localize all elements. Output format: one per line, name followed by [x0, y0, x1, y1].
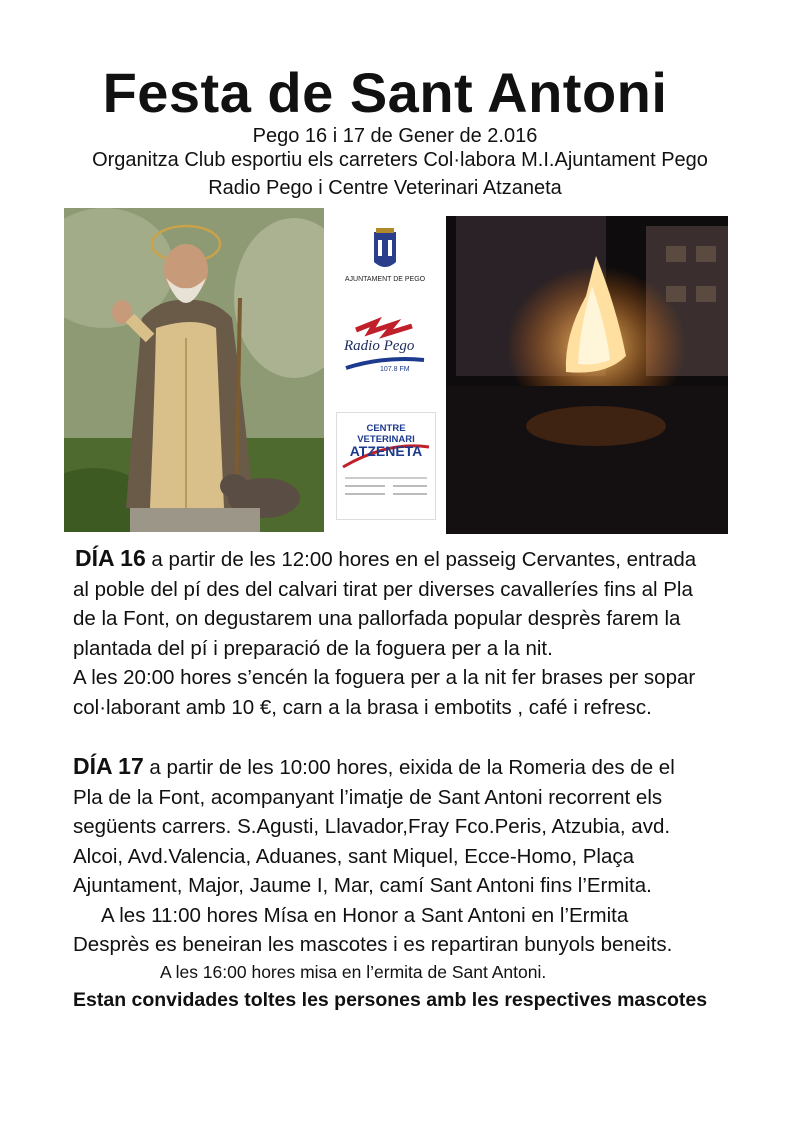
- day17-line-3: següents carrers. S.Agusti, Llavador,Fray Fco.Peris, Atzubia, avd.: [73, 815, 671, 838]
- day17-line-2: Pla de la Font, acompanyant l’imatje de Sant Antoni recorrent els: [73, 785, 663, 809]
- vet-small-print: [393, 493, 427, 495]
- date-line: Pego 16 i 17 de Gener de 2.016: [252, 125, 538, 147]
- day17-section: [73, 752, 763, 960]
- day16-line-2: al poble del pí des del calvari tirat per diverses cavalleríes fins al Pla: [73, 577, 693, 601]
- saint-statue-illustration: [64, 208, 324, 532]
- day17-label: DÍA 17: [73, 753, 144, 779]
- ajuntament-logo-text: AJUNTAMENT DE PEGO: [344, 276, 426, 283]
- day16-label: DÍA 16: [75, 545, 146, 571]
- day17-line-7: Desprès es beneiran les mascotes i es repartiran bunyols beneits.: [73, 933, 673, 956]
- ajuntament-logo: [336, 226, 434, 288]
- day17-line-4: Alcoi, Avd.Valencia, Aduanes, sant Miquel, Ecce-Homo, Plaça: [73, 844, 635, 868]
- saint-statue-photo: [64, 208, 324, 532]
- vet-small-print: [345, 493, 385, 495]
- day16-line-3: de la Font, on degustarem una pallorfada popular desprès farem la: [73, 607, 681, 630]
- day17-line-6: A les 11:00 hores Mísa en Honor a Sant Antoni en l’Ermita: [101, 903, 629, 927]
- radio-pego-logo: [336, 316, 434, 380]
- organizers-line: Organitza Club esportiu els carreters Col·labora M.I.Ajuntament Pego: [92, 149, 708, 171]
- day16-line-5: A les 20:00 hores s’encén la foguera per a la nit fer brases per sopar: [73, 666, 696, 689]
- vet-small-print: [345, 485, 385, 487]
- vet-line-2: ATZENETA: [349, 443, 423, 459]
- day16-text-1: a partir de les 12:00 hores en el passeig Cervantes, entrada: [145, 548, 697, 571]
- bonfire-illustration: [446, 216, 728, 534]
- day16-line-6: col·laborant amb 10 €, carn a la brasa i embotits , café i refresc.: [73, 695, 652, 719]
- day17-text-1: a partir de les 10:00 hores, eixida de la Romeria des de el: [143, 756, 675, 779]
- collaborators-line: Radio Pego i Centre Veterinari Atzaneta: [208, 177, 562, 199]
- sponsor-logos: [330, 216, 440, 526]
- page-title: Festa de Sant Antoni: [102, 61, 668, 124]
- day16-section: [73, 544, 763, 722]
- bonfire-photo: [446, 216, 728, 534]
- day17-line-8: A les 16:00 hores misa en l’ermita de Sant Antoni.: [160, 962, 547, 982]
- radio-name: Radio Pego: [344, 338, 415, 354]
- day16-line-4: plantada del pí i preparació de la foguera per a la nit.: [73, 636, 553, 660]
- vet-small-print: [393, 485, 427, 487]
- vet-line-1: CENTRE VETERINARI: [357, 423, 415, 445]
- day17-line-1: [73, 752, 763, 783]
- closing-line: Estan convidades toltes les persones amb les respectives mascotes: [73, 989, 708, 1011]
- radio-frequency: 107.8 FM: [380, 366, 410, 373]
- vet-center-logo: [336, 412, 436, 520]
- vet-divider: [345, 477, 427, 479]
- day17-line-5: Ajuntament, Major, Jaume I, Mar, camí Sant Antoni fins l’Ermita.: [73, 874, 652, 897]
- day16-line-1: [73, 544, 763, 575]
